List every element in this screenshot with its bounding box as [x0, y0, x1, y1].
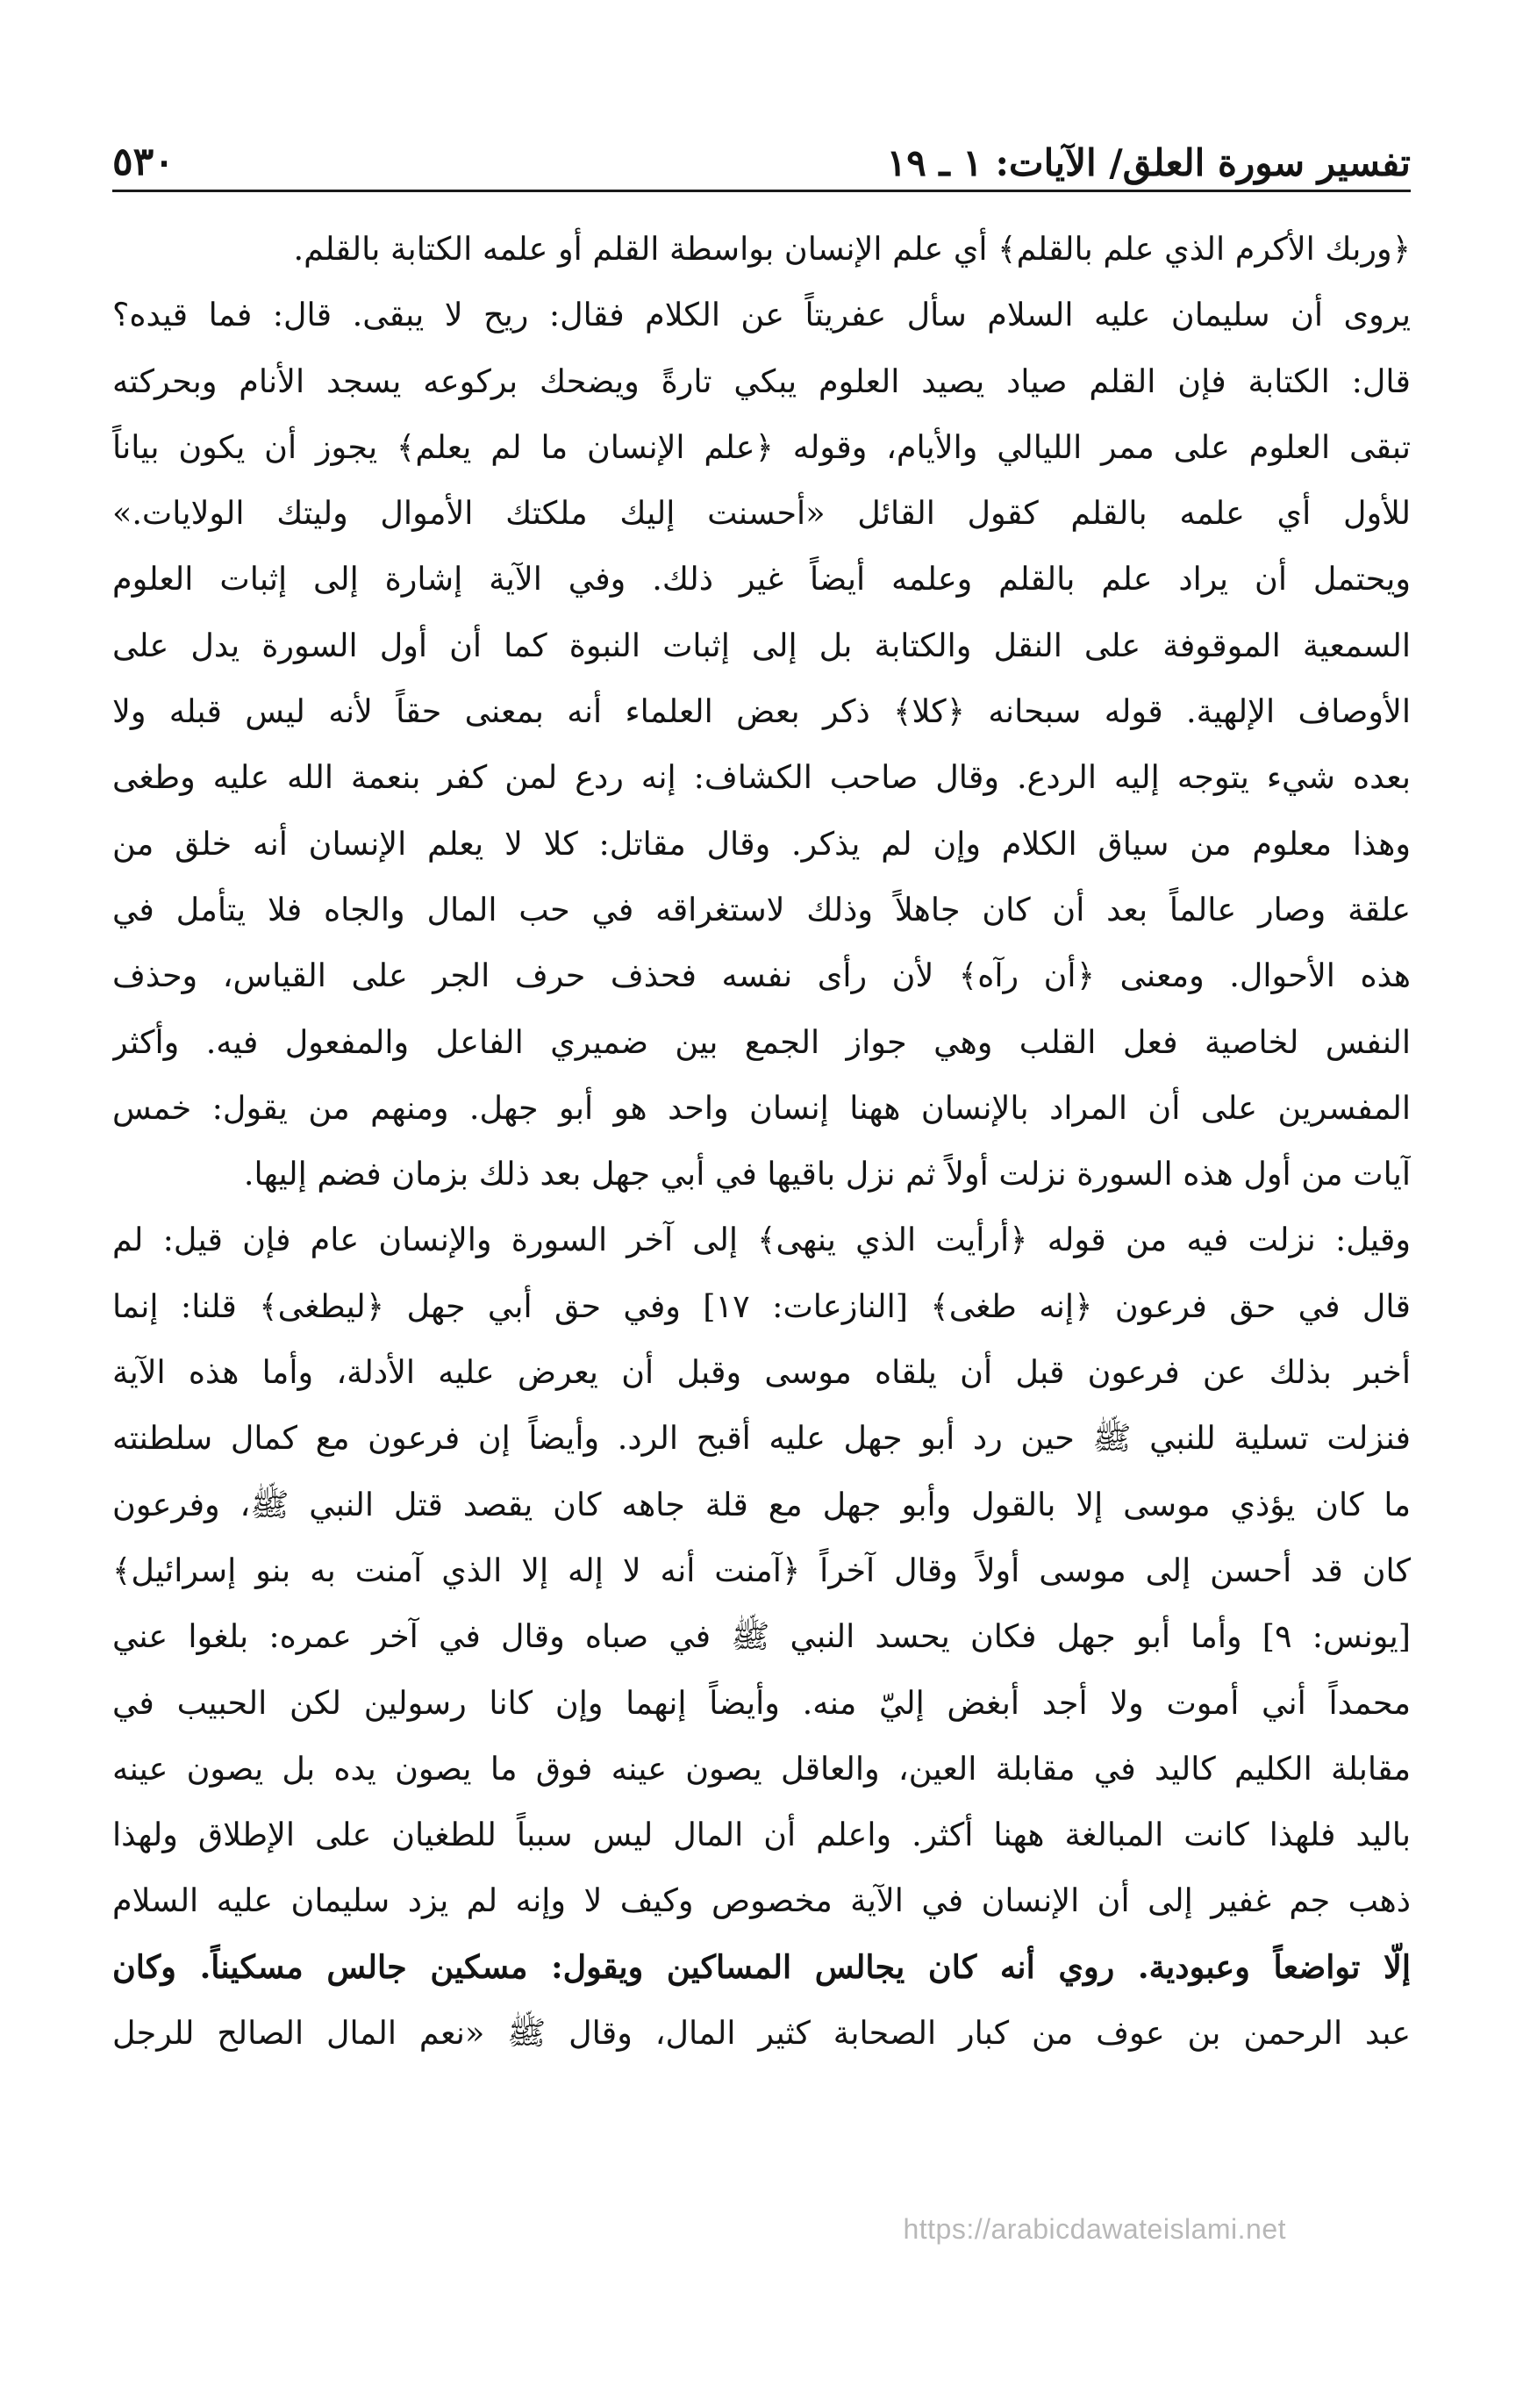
text-line: ذهب جم غفير إلى أن الإنسان في الآية مخصوص وكيف لا وإنه لم يزد سليمان عليه السلام [112, 1881, 1411, 1920]
text-line: مقابلة الكليم كاليد في مقابلة العين، والعاقل يصون عينه فوق ما يصون يده بل يصون عينه [112, 1749, 1411, 1788]
text-line: محمداً أني أموت ولا أجد أبغض إليّ منه. وأيضاً إنهما وإن كانا رسولين لكن الحبيب في [112, 1683, 1411, 1722]
text-line: النفس لخاصية فعل القلب وهي جواز الجمع بين ضميري الفاعل والمفعول فيه. وأكثر [112, 1022, 1411, 1061]
text-line: وهذا معلوم من سياق الكلام وإن لم يذكر. وقال مقاتل: كلا لا يعلم الإنسان أنه خلق من [112, 824, 1411, 863]
text-line: عبد الرحمن بن عوف من كبار الصحابة كثير المال، وقال ﷺ «نعم المال الصالح للرجل [112, 2014, 1411, 2053]
text-line: باليد فلهذا كانت المبالغة ههنا أكثر. واعلم أن المال ليس سبباً للطغيان على الإطلاق ولهذا [112, 1816, 1411, 1854]
text-line: المفسرين على أن المراد بالإنسان ههنا إنسان واحد هو أبو جهل. ومنهم من يقول: خمس [112, 1088, 1411, 1127]
text-line: ويحتمل أن يراد علم بالقلم وعلمه أيضاً غير ذلك. وفي الآية إشارة إلى إثبات العلوم [112, 560, 1411, 598]
text-line: ما كان يؤذي موسى إلا بالقول وأبو جهل مع قلة جاهه كان يقصد قتل النبي ﷺ، وفرعون [112, 1485, 1411, 1523]
text-line: قال: الكتابة فإن القلم صياد يصيد العلوم يبكي تارةً ويضحك بركوعه يسجد الأنام وبحركته [112, 362, 1411, 400]
text-line: تبقى العلوم على ممر الليالي والأيام، وقوله ﴿علم الإنسان ما لم يعلم﴾ يجوز أن يكون بياناً [112, 427, 1411, 466]
text-line: علقة وصار عالماً بعد أن كان جاهلاً وذلك لاستغراقه في حب المال والجاه فلا يتأمل في [112, 890, 1411, 928]
text-line: فنزلت تسلية للنبي ﷺ حين رد أبو جهل عليه أقبح الرد. وأيضاً إن فرعون مع كمال سلطنته [112, 1419, 1411, 1458]
text-line: يروى أن سليمان عليه السلام سأل عفريتاً عن الكلام فقال: ريح لا يبقى. قال: فما قيده؟ [112, 296, 1411, 334]
text-line: الأوصاف الإلهية. قوله سبحانه ﴿كلا﴾ ذكر بعض العلماء أنه بمعنى حقاً لأنه ليس قبله ولا [112, 692, 1411, 731]
text-line: السمعية الموقوفة على النقل والكتابة بل إلى إثبات النبوة كما أن أول السورة يدل على [112, 626, 1411, 664]
running-title: تفسير سورة العلق/ الآيات: ١ ـ ١٩ [886, 141, 1411, 184]
text-line: [يونس: ٩] وأما أبو جهل فكان يحسد النبي ﷺ في صباه وقال في آخر عمره: بلغوا عني [112, 1617, 1411, 1656]
text-line: بعده شيء يتوجه إليه الردع. وقال صاحب الكشاف: إنه ردع لمن كفر بنعمة الله عليه وطغى [112, 758, 1411, 797]
page-header [112, 116, 1411, 192]
text-line: هذه الأحوال. ومعنى ﴿أن رآه﴾ لأن رأى نفسه فحذف حرف الجر على القياس، وحذف [112, 957, 1411, 995]
page-number: ٥٣٠ [112, 140, 175, 184]
text-line: إلّا تواضعاً وعبودية. روي أنه كان يجالس المساكين ويقول: مسكين جالس مسكيناً. وكان [112, 1947, 1411, 1986]
text-line: وقيل: نزلت فيه من قوله ﴿أرأيت الذي ينهى﴾ إلى آخر السورة والإنسان عام فإن قيل: لم [112, 1221, 1411, 1259]
watermark-url: https://arabicdawateislami.net [903, 2213, 1286, 2245]
text-line: آيات من أول هذه السورة نزلت أولاً ثم نزل باقيها في أبي جهل بعد ذلك بزمان فضم إليها. [243, 1155, 1411, 1193]
text-line: كان قد أحسن إلى موسى أولاً وقال آخراً ﴿آمنت أنه لا إله إلا الذي آمنت به بنو إسرائيل﴾ [112, 1551, 1411, 1589]
body-text [112, 216, 1411, 2066]
text-line: ﴿وربك الأكرم الذي علم بالقلم﴾ أي علم الإنسان بواسطة القلم أو علمه الكتابة بالقلم. [293, 230, 1411, 268]
text-line: أخبر بذلك عن فرعون قبل أن يلقاه موسى وقبل أن يعرض عليه الأدلة، وأما هذه الآية [112, 1353, 1411, 1392]
text-line: قال في حق فرعون ﴿إنه طغى﴾ [النازعات: ١٧] وفي حق أبي جهل ﴿ليطغى﴾ قلنا: إنما [112, 1286, 1411, 1325]
text-line: للأول أي علمه بالقلم كقول القائل «أحسنت إليك ملكتك الأموال وليتك الولايات.» [112, 494, 1411, 533]
